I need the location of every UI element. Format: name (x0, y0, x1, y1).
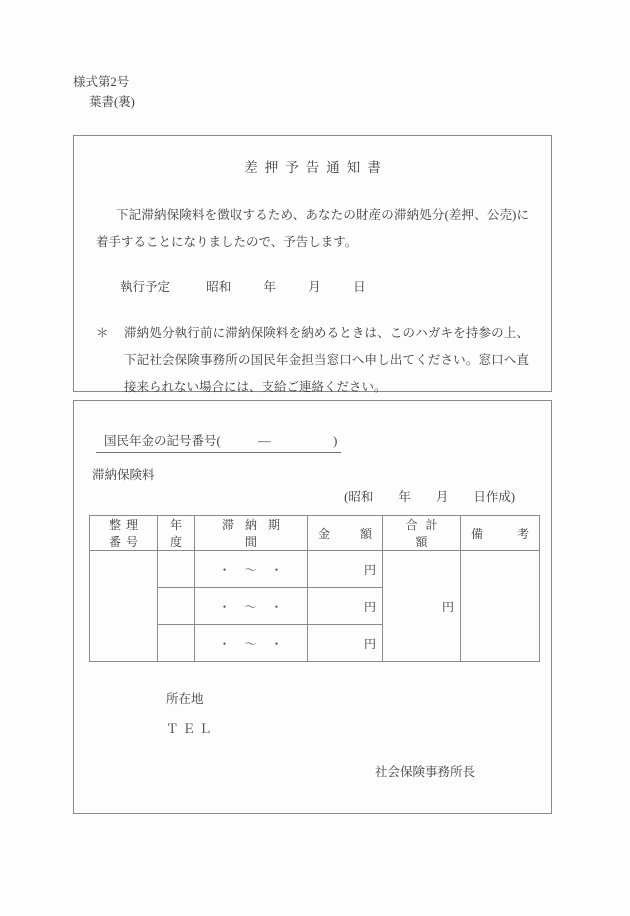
column-header-nendo: 年度 (158, 516, 195, 551)
notice-body-text: 下記滞納保険料を徴収するため、あなたの財産の滞納処分(差押、公売)に着手することになりましたので、予告します。 (96, 208, 529, 249)
execution-day-unit: 日 (353, 280, 366, 294)
column-header-goukei-gaku: 合計額 (383, 516, 461, 551)
cell-bikou[interactable] (461, 551, 540, 662)
arrears-label: 滞納保険料 (92, 468, 155, 482)
execution-label: 執行予定 (120, 280, 171, 294)
table-row (90, 551, 540, 588)
office-info-block (166, 684, 551, 744)
office-address-label: 所在地 (166, 692, 204, 706)
cell-amount-2[interactable]: 円 (308, 588, 383, 625)
cell-period-3[interactable]: ・ 〜 ・ (195, 625, 308, 662)
detail-panel (73, 400, 552, 814)
cell-nendo-1[interactable] (158, 551, 195, 588)
notice-title: 差押予告通知書 (244, 160, 388, 175)
cell-amount-1[interactable]: 円 (308, 551, 383, 588)
form-number: 様式第2号 (73, 75, 130, 89)
cell-nendo-3[interactable] (158, 625, 195, 662)
cell-total-amount[interactable]: 円 (383, 551, 461, 662)
pension-number-field: 国民年金の記号番号( — ) (96, 431, 341, 453)
table-header-row (90, 516, 540, 551)
cell-period-1[interactable]: ・ 〜 ・ (195, 551, 308, 588)
notice-footnote (96, 320, 529, 401)
execution-month-unit: 月 (308, 280, 321, 294)
cell-nendo-2[interactable] (158, 588, 195, 625)
document-kind: 葉書(裏) (89, 95, 135, 109)
notice-footnote-text: 滞納処分執行前に滞納保険料を納めるときは、このハガキを持参の上、下記社会保険事務所の国民年金担当窓口へ申し出てください。窓口へ直接来られない場合には、支給ご連絡ください。 (124, 326, 529, 394)
arrears-table (89, 515, 540, 662)
cell-amount-3[interactable]: 円 (308, 625, 383, 662)
office-signature: 社会保険事務所長 (374, 765, 475, 779)
cell-period-2[interactable]: ・ 〜 ・ (195, 588, 308, 625)
column-header-kingaku: 金 額 (308, 516, 383, 551)
office-tel-label: ＴＥＬ (166, 722, 216, 736)
execution-era: 昭和 (206, 280, 232, 294)
notice-panel (73, 135, 552, 392)
asterisk-icon: ＊ (96, 326, 109, 340)
creation-date-field: (昭和 年 月 日作成) (344, 490, 515, 504)
column-header-bikou: 備 考 (461, 516, 540, 551)
form-header (73, 72, 135, 112)
column-header-taino-kikan: 滞納期間 (195, 516, 308, 551)
execution-schedule-line (120, 276, 551, 298)
cell-seiri-bango[interactable] (90, 551, 158, 662)
column-header-seiri-bango: 整理番号 (90, 516, 158, 551)
execution-year-unit: 年 (263, 280, 277, 294)
